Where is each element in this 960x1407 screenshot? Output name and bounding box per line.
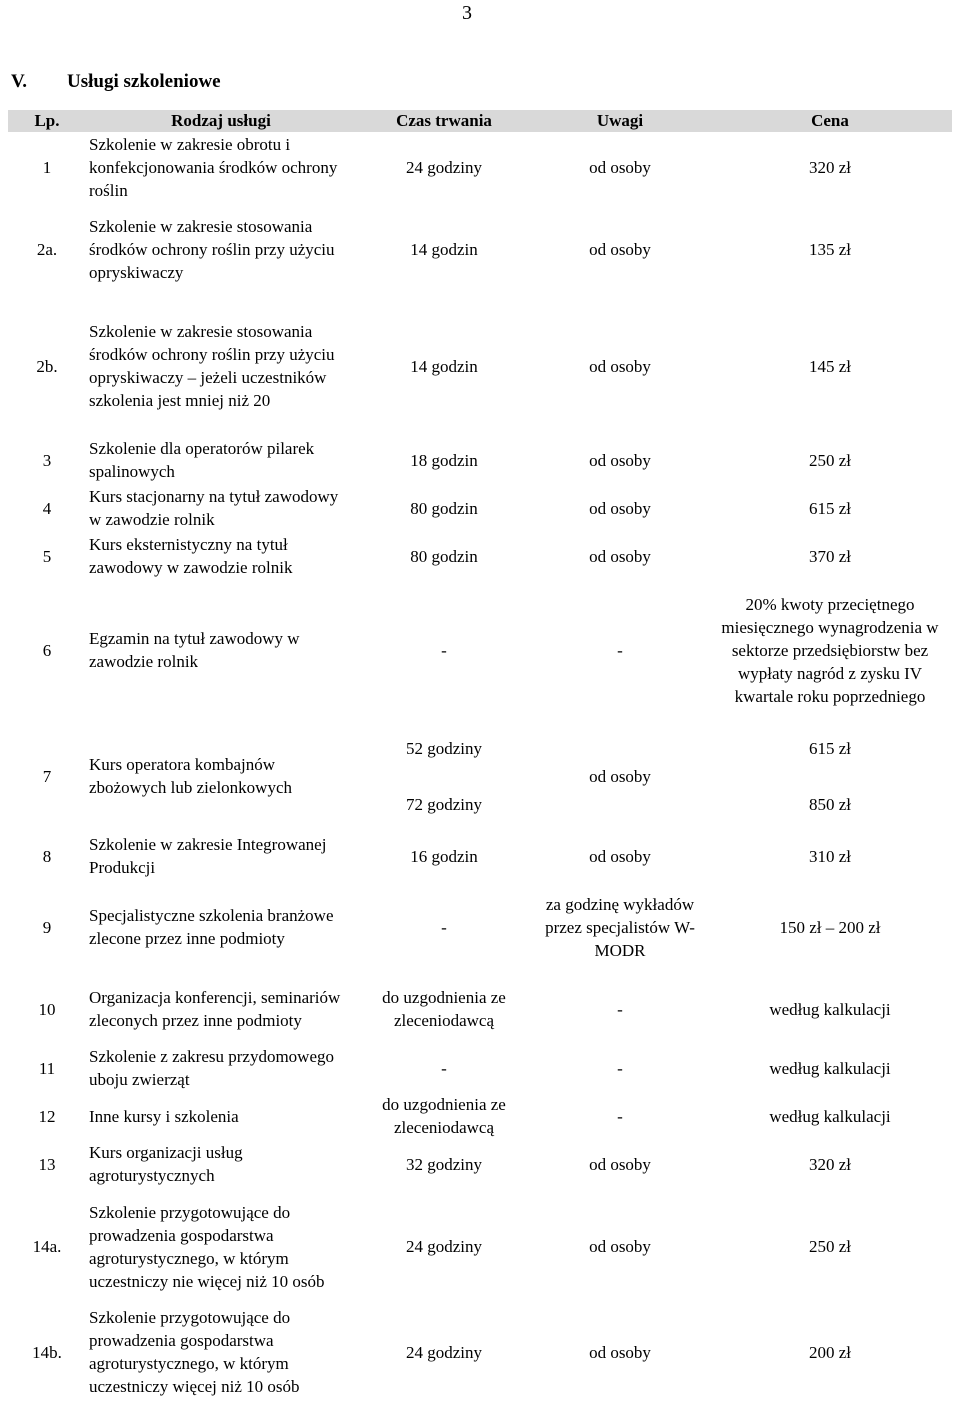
cell-price: 320 zł — [808, 1154, 852, 1174]
cell-service: Szkolenie w zakresie Integrowanej Produkcji — [89, 835, 327, 877]
page-number: 3 — [462, 2, 472, 24]
cell-lp: 4 — [42, 498, 52, 518]
cell-lp: 13 — [38, 1154, 56, 1174]
cell-lp: 5 — [42, 546, 52, 566]
cell-remarks: za godzinę wykładów przez specjalistów W-MODR — [545, 894, 695, 960]
cell-lp: 7 — [42, 766, 52, 786]
cell-duration: do uzgodnienia ze zleceniodawcą — [382, 988, 506, 1030]
cell-price: 145 zł — [808, 356, 852, 376]
cell-remarks: od osoby — [589, 356, 651, 376]
table-row — [8, 1188, 952, 1305]
table-row — [8, 1092, 952, 1140]
table-row — [8, 484, 952, 532]
price-option-2: 850 zł — [808, 794, 852, 814]
cell-service: Szkolenie przygotowujące do prowadzenia gospodarstwa agroturystycznego, w którym uczestniczy więcej niż 10 osób — [89, 1308, 300, 1396]
cell-service: Szkolenie w zakresie stosowania środków ochrony roślin przy użyciu opryskiwaczy — [89, 216, 335, 282]
cell-service: Szkolenie dla operatorów pilarek spalinowych — [89, 439, 315, 481]
table-row — [8, 1140, 952, 1188]
cell-remarks: od osoby — [589, 1154, 651, 1174]
table-row — [8, 720, 952, 832]
cell-service: Kurs stacjonarny na tytuł zawodowy w zawodzie rolnik — [89, 487, 339, 529]
cell-price: 20% kwoty przeciętnego miesięcznego wynagrodzenia w sektorze przedsiębiorstw bez wypłaty nagród z zysku IV kwartale roku poprzedniego — [721, 594, 939, 706]
table-row — [8, 132, 952, 202]
cell-service: Szkolenie z zakresu przydomowego uboju zwierząt — [89, 1047, 334, 1089]
cell-lp: 3 — [42, 450, 52, 470]
cell-service: Egzamin na tytuł zawodowy w zawodzie rolnik — [89, 629, 300, 671]
cell-lp: 2a. — [36, 239, 58, 259]
cell-duration: 24 godziny — [405, 1342, 483, 1362]
cell-service: Szkolenie w zakresie stosowania środków ochrony roślin przy użyciu opryskiwaczy – jeżeli uczestników szkolenia jest mniej niż 20 — [89, 322, 335, 410]
cell-remarks: od osoby — [589, 1342, 651, 1362]
cell-service: Inne kursy i szkolenia — [89, 1106, 239, 1126]
cell-price: 615 zł — [808, 498, 852, 518]
cell-service: Specjalistyczne szkolenia branżowe zlecone przez inne podmioty — [89, 906, 334, 948]
cell-service: Kurs organizacji usług agroturystycznych — [89, 1143, 243, 1185]
cell-price: według kalkulacji — [769, 1106, 891, 1126]
cell-duration: - — [441, 1058, 447, 1078]
cell-remarks: - — [617, 1106, 623, 1126]
cell-lp: 8 — [42, 846, 52, 866]
cell-price: według kalkulacji — [769, 999, 891, 1019]
cell-lp: 2b. — [36, 356, 58, 376]
cell-price — [708, 720, 952, 832]
cell-duration: 80 godzin — [410, 498, 478, 518]
header-duration: Czas trwania — [356, 110, 532, 132]
cell-price: 150 zł – 200 zł — [779, 917, 881, 937]
cell-price: 310 zł — [808, 846, 852, 866]
cell-duration: 80 godzin — [410, 546, 478, 566]
cell-price: 200 zł — [808, 1342, 852, 1362]
header-price: Cena — [708, 110, 952, 132]
cell-duration — [356, 720, 532, 832]
cell-remarks: - — [617, 999, 623, 1019]
header-service: Rodzaj usługi — [86, 110, 356, 132]
cell-duration: - — [441, 640, 447, 660]
cell-service: Szkolenie w zakresie obrotu i konfekcjonowania środków ochrony roślin — [89, 134, 338, 200]
cell-lp: 9 — [42, 917, 52, 937]
cell-service: Kurs operatora kombajnów zbożowych lub zielonkowych — [89, 755, 292, 797]
table-row — [8, 532, 952, 580]
cell-lp: 11 — [38, 1058, 56, 1078]
cell-remarks: od osoby — [589, 450, 651, 470]
cell-price: 250 zł — [808, 450, 852, 470]
cell-price: według kalkulacji — [769, 1058, 891, 1078]
cell-price: 135 zł — [808, 239, 852, 259]
cell-lp: 1 — [42, 157, 52, 177]
table-row — [8, 880, 952, 974]
table-header-row — [8, 110, 952, 132]
cell-lp: 6 — [42, 640, 52, 660]
cell-lp: 10 — [38, 999, 56, 1019]
cell-duration: do uzgodnienia ze zleceniodawcą — [382, 1095, 506, 1137]
cell-duration: 24 godziny — [405, 157, 483, 177]
cell-remarks: - — [617, 1058, 623, 1078]
cell-duration: 14 godzin — [410, 239, 478, 259]
duration-option-2: 72 godziny — [405, 794, 483, 814]
cell-duration: - — [441, 917, 447, 937]
cell-service: Organizacja konferencji, seminariów zleconych przez inne podmioty — [89, 988, 341, 1030]
cell-remarks: od osoby — [589, 1237, 651, 1256]
cell-remarks: - — [617, 640, 623, 660]
table-row — [8, 580, 952, 720]
cell-remarks: od osoby — [589, 766, 651, 786]
table-row — [8, 832, 952, 880]
cell-lp: 12 — [38, 1106, 56, 1126]
duration-option-1: 52 godziny — [405, 738, 483, 758]
cell-price: 320 zł — [808, 157, 852, 177]
cell-duration: 16 godzin — [410, 846, 478, 866]
cell-duration: 32 godziny — [405, 1154, 483, 1174]
cell-service: Kurs eksternistyczny na tytuł zawodowy w zawodzie rolnik — [89, 535, 293, 577]
cell-lp: 14a. — [32, 1237, 62, 1256]
section-title-text: Usługi szkoleniowe — [67, 71, 221, 92]
section-title — [11, 71, 221, 93]
cell-price: 370 zł — [808, 546, 852, 566]
cell-remarks: od osoby — [589, 239, 651, 259]
cell-remarks: od osoby — [589, 157, 651, 177]
header-remarks: Uwagi — [532, 110, 708, 132]
cell-service: Szkolenie przygotowujące do prowadzenia gospodarstwa agroturystycznego, w którym uczestniczy nie więcej niż 10 osób — [89, 1202, 325, 1291]
cell-remarks: od osoby — [589, 498, 651, 518]
cell-duration: 14 godzin — [410, 356, 478, 376]
price-option-1: 615 zł — [808, 738, 852, 758]
table-row — [8, 296, 952, 436]
table-row — [8, 436, 952, 484]
cell-duration: 18 godzin — [410, 450, 478, 470]
table-row — [8, 974, 952, 1044]
cell-remarks: od osoby — [589, 546, 651, 566]
cell-remarks: od osoby — [589, 846, 651, 866]
services-table — [8, 110, 952, 1399]
header-lp: Lp. — [8, 110, 86, 132]
cell-price: 250 zł — [808, 1237, 852, 1256]
cell-duration: 24 godziny — [405, 1237, 483, 1256]
table-row — [8, 202, 952, 296]
table-row — [8, 1305, 952, 1399]
table-row — [8, 1044, 952, 1092]
section-number: V. — [11, 71, 28, 92]
cell-lp: 14b. — [32, 1342, 62, 1362]
